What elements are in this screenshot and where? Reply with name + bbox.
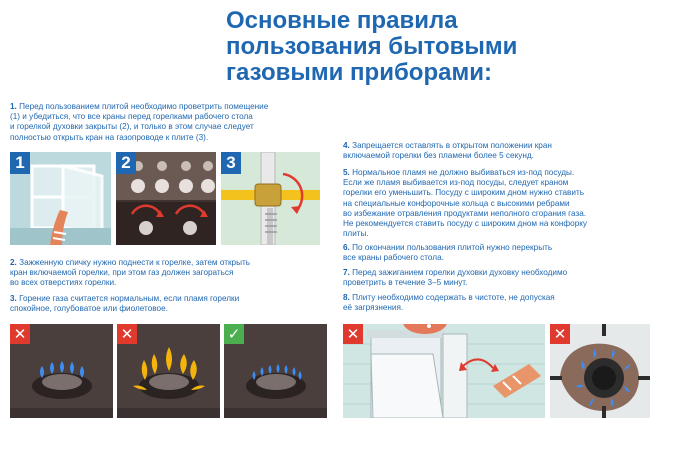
rule-number: 5. — [343, 168, 350, 177]
rule-text-line: Если же пламя выбивается из-под посуды, следует краном — [343, 178, 569, 188]
rule-6 — [343, 243, 552, 263]
rule-text-line: все краны рабочего стола. — [343, 253, 444, 263]
rule-text-line: её загрязнения. — [343, 303, 404, 313]
rule-5 — [343, 168, 587, 239]
rule-text-line: Перед пользованием плитой необходимо проветрить помещение — [19, 102, 269, 111]
illustration-ventilate — [10, 152, 111, 245]
rule-number: 2. — [10, 258, 17, 267]
wrong-mark-icon: ✕ — [550, 324, 570, 344]
rule-text-line: проветрить в течение 3–5 минут. — [343, 278, 468, 288]
rule-text-line: включаемой горелки без пламени более 5 секунд. — [343, 151, 534, 161]
wrong-mark-icon: ✕ — [10, 324, 30, 344]
burner-flame-wrong-1 — [10, 324, 113, 418]
rule-text-line: во избежание отравления продуктами неполного сгорания газа. — [343, 208, 587, 218]
step-badge-2: 2 — [116, 152, 136, 174]
illustration-gas-valve — [221, 152, 320, 245]
rule-text-line: полностью открыть кран на газопроводе к плите (3). — [10, 132, 209, 142]
wrong-mark-icon: ✕ — [117, 324, 137, 344]
rule-text-line: и горелкой духовки закрыты (2), и только в этом случае следует — [10, 122, 254, 132]
rule-number: 3. — [10, 294, 17, 303]
rule-4 — [343, 141, 552, 161]
rule-text-line: Плиту необходимо содержать в чистоте, не допуская — [352, 293, 555, 302]
rule-8 — [343, 293, 555, 313]
burner-flame-wrong-2 — [117, 324, 220, 418]
rule-text-line: спокойное, голубоватое или фиолетовое. — [10, 304, 168, 314]
rule-text-line: кран включаемой горелки, при этом газ должен загораться — [10, 268, 234, 278]
burner-flame-correct — [224, 324, 327, 418]
illustration-knobs — [116, 152, 216, 245]
title-line-2: пользования бытовыми — [226, 33, 518, 60]
rule-3 — [10, 294, 239, 314]
rule-number: 4. — [343, 141, 350, 150]
oven-illustration — [343, 324, 545, 418]
rule-number: 7. — [343, 268, 350, 277]
rule-text-line: Зажженную спичку нужно поднести к горелке, затем открыть — [19, 258, 250, 267]
rule-text-line: (1) и убедиться, что все краны перед горелками рабочего стола — [10, 112, 253, 122]
rule-text-line: Перед зажиганием горелки духовки духовку необходимо — [352, 268, 568, 277]
wrong-mark-icon: ✕ — [343, 324, 363, 344]
rule-text-line: По окончании пользования плитой нужно перекрыть — [352, 243, 553, 252]
illustration-oven — [343, 324, 545, 418]
step-badge-1: 1 — [10, 152, 30, 174]
step-badge-3: 3 — [221, 152, 241, 174]
rule-text-line: Горение газа считается нормальным, если пламя горелки — [19, 294, 240, 303]
rule-1 — [10, 102, 268, 143]
rule-7 — [343, 268, 567, 288]
rule-number: 1. — [10, 102, 17, 111]
rule-text-line: плиты. — [343, 229, 369, 239]
rule-text-line: Нормальное пламя не должно выбиваться из-под посуды. — [352, 168, 575, 177]
rule-text-line: во всех отверстиях горелки. — [10, 278, 117, 288]
rule-text-line: Не рекомендуется ставить посуду с широким дном на конфорку — [343, 219, 588, 229]
correct-mark-icon: ✓ — [224, 324, 244, 344]
title-line-1: Основные правила — [226, 7, 458, 34]
rule-text-line: на специальные конфорочные кольца с высокими ребрами — [343, 198, 570, 208]
rule-text-line: горелки его уменьшить. Посуду с широким дном нужно ставить — [343, 188, 584, 198]
title-line-3: газовыми приборами: — [226, 59, 492, 86]
rule-number: 6. — [343, 243, 350, 252]
page-title — [226, 8, 526, 86]
rule-text-line: Запрещается оставлять в открытом положении кран — [352, 141, 552, 150]
rule-2 — [10, 258, 250, 289]
rule-number: 8. — [343, 293, 350, 302]
illustration-dirty-burner — [550, 324, 650, 418]
